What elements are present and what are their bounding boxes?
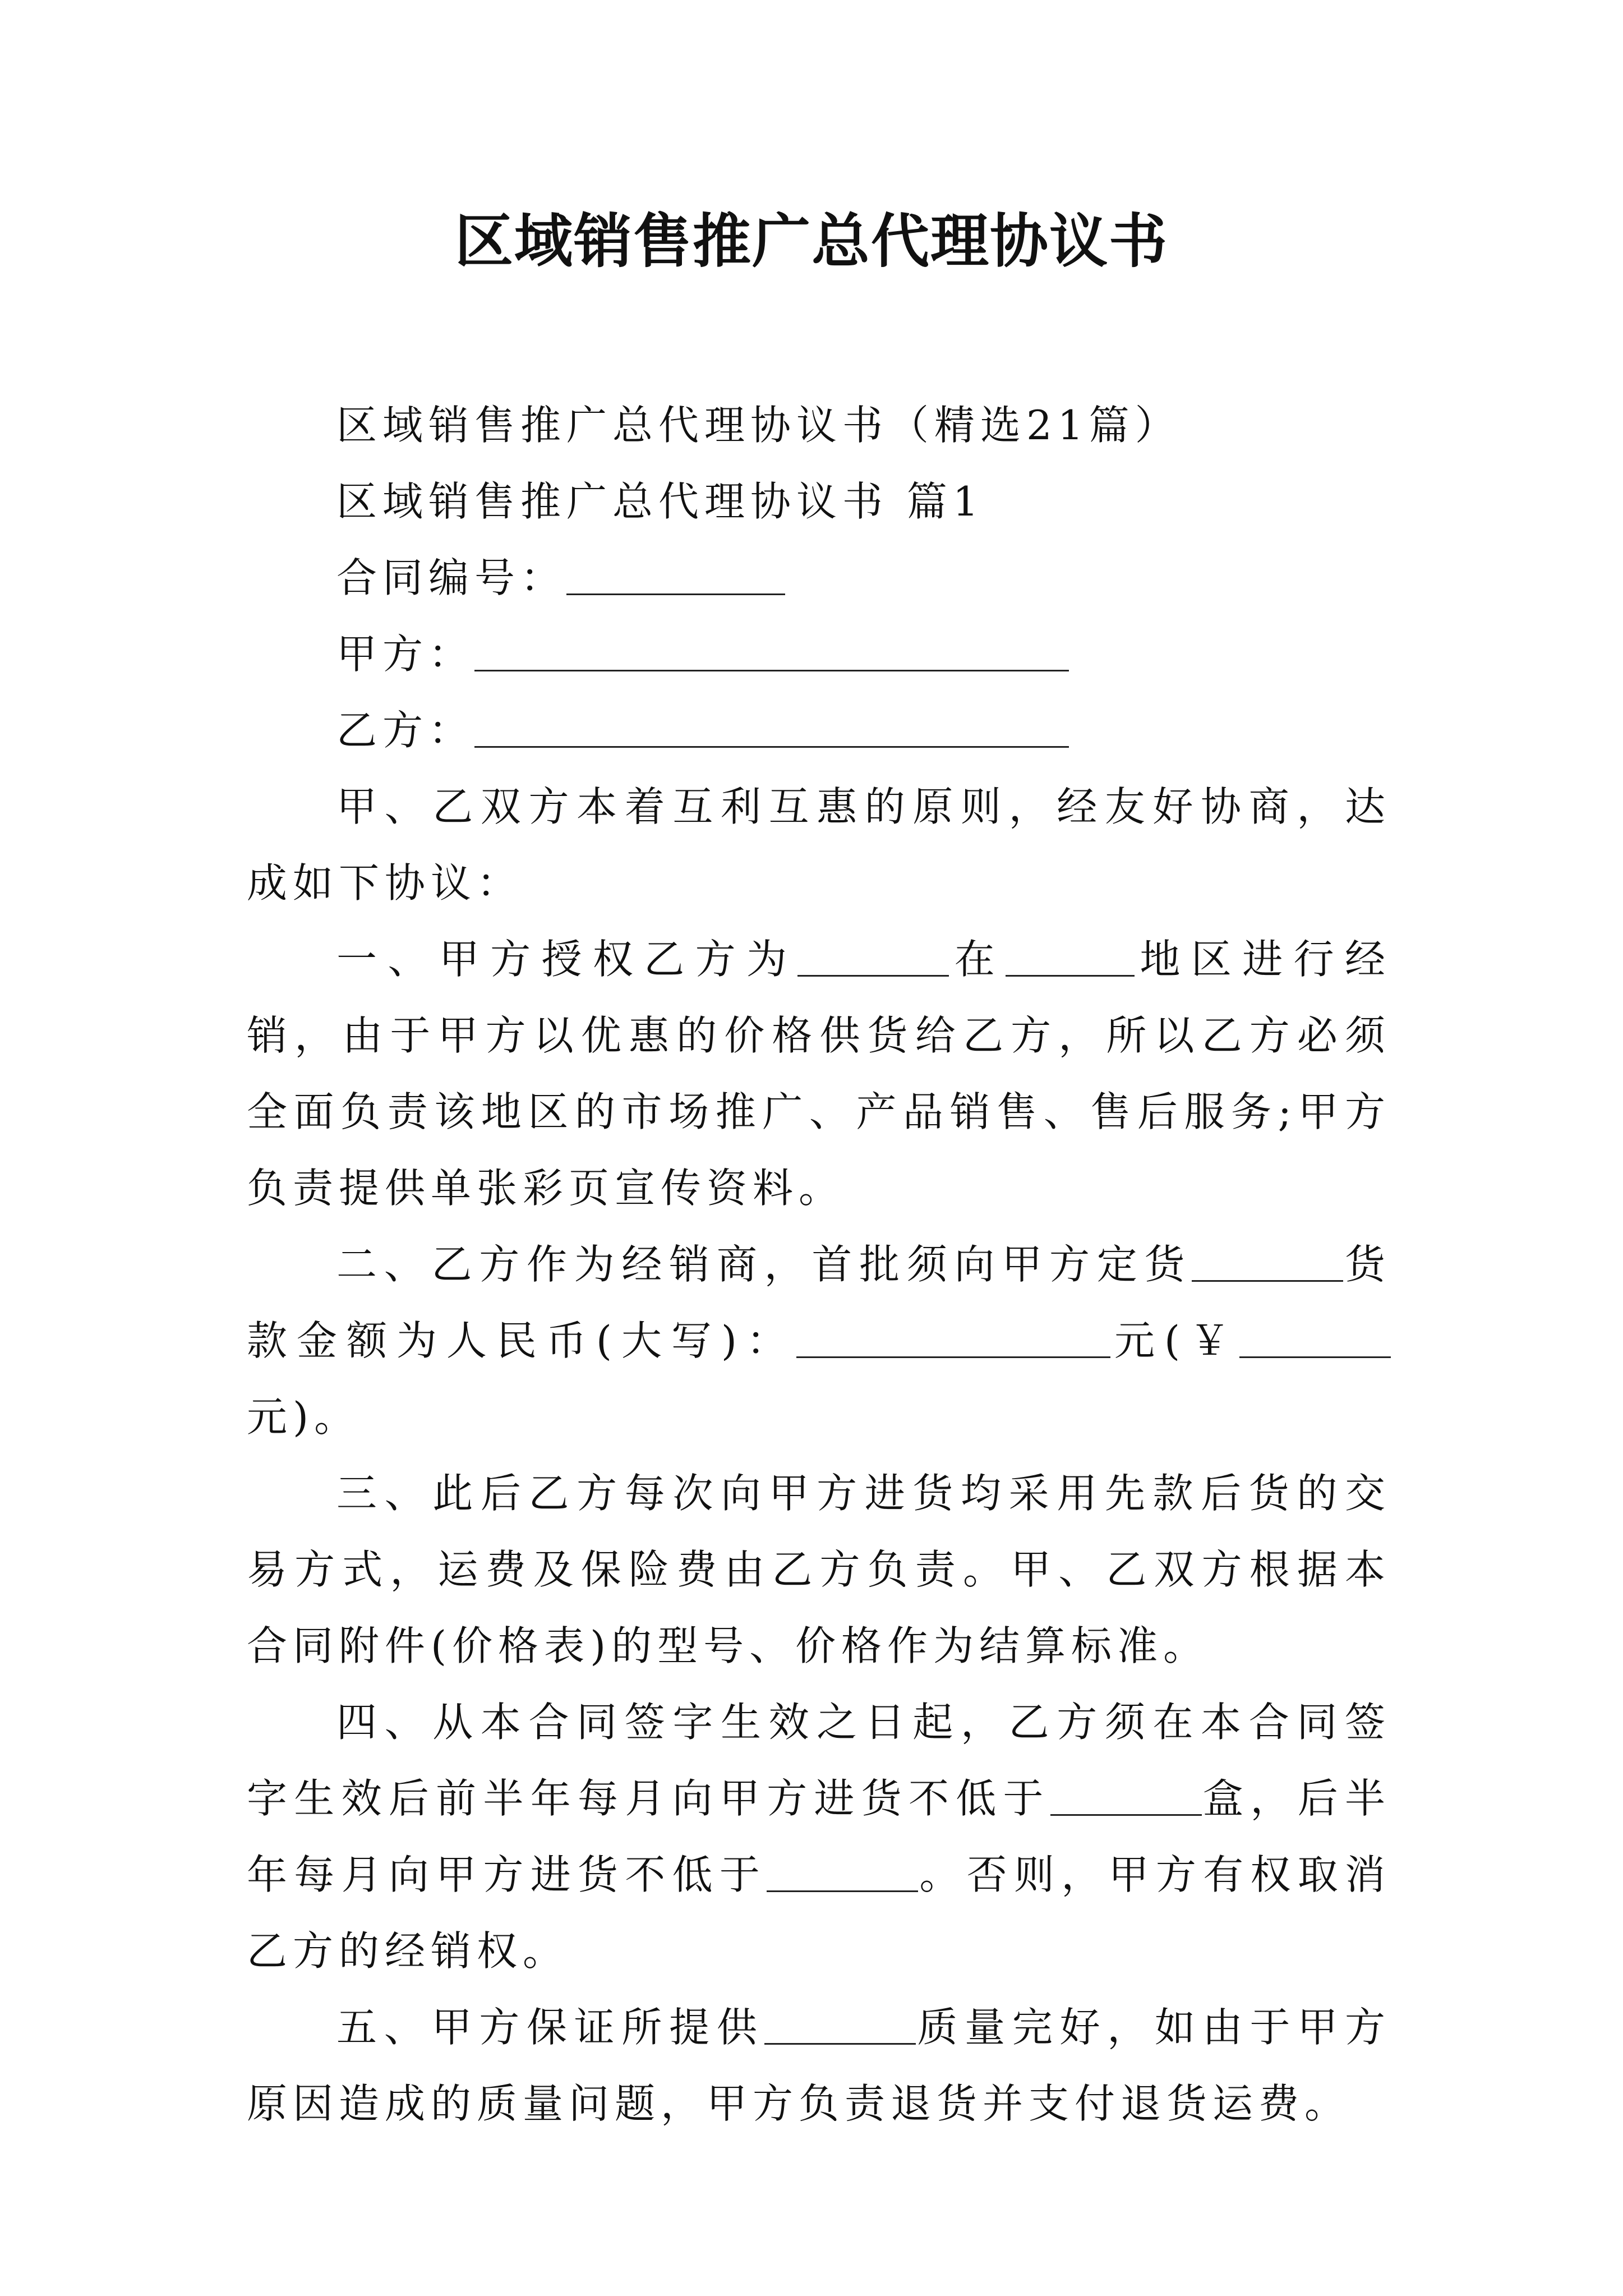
party-b-line	[247, 692, 1391, 769]
clause-2-text-c: 元(￥	[1110, 1317, 1240, 1364]
clause-2-blank-amount-digits	[1239, 1317, 1391, 1358]
clause-4-blank-second-half	[767, 1851, 918, 1892]
clause-1	[247, 921, 1391, 1226]
party-b-blank	[474, 707, 1069, 748]
document-title: 区域销售推广总代理协议书	[454, 207, 1168, 275]
clause-2	[247, 1226, 1391, 1455]
clause-5-blank-product	[764, 2004, 916, 2045]
contract-number-label: 合同编号：	[336, 554, 567, 601]
clause-2-blank-amount-words	[796, 1317, 1110, 1358]
clause-5-text-a: 五、甲方保证所提供	[336, 2004, 764, 2051]
clause-4	[247, 1684, 1391, 1989]
clause-1-blank-product	[797, 936, 949, 977]
clause-1-blank-region	[1006, 936, 1135, 977]
clause-1-text-a: 一、甲方授权乙方为	[336, 936, 798, 983]
clause-3: 三、此后乙方每次向甲方进货均采用先款后货的交易方式，运费及保险费由乙方负责。甲、乙双方根据本合同附件(价格表)的型号、价格作为结算标准。	[247, 1470, 1391, 1669]
clause-2-blank-quantity	[1192, 1241, 1343, 1282]
party-a-line	[247, 616, 1391, 692]
party-a-blank	[474, 631, 1069, 671]
clause-4-text-b: 盒，后半年每月向甲方进货不低于	[247, 1775, 1391, 1898]
clause-5	[247, 1989, 1391, 2142]
party-a-label: 甲方：	[336, 631, 475, 678]
clause-4-text-c: 。否则，甲方有权取消乙方的经销权。	[247, 1851, 1391, 1975]
clause-1-text-b: 在	[949, 936, 1006, 983]
chapter-title: 区域销售推广总代理协议书 篇1	[336, 478, 984, 525]
clause-1-text-c: 地区进行经销，由于甲方以优惠的价格供货给乙方，所以乙方必须全面负责该地区的市场推广、产品销售、售后服务;甲方负责提供单张彩页宣传资料。	[247, 936, 1391, 1212]
party-b-label: 乙方：	[336, 707, 475, 754]
clause-4-blank-first-half	[1050, 1775, 1202, 1816]
collection-title: 区域销售推广总代理协议书（精选21篇）	[336, 402, 1181, 449]
clause-2-text-b: 货款金额为人民币(大写)：	[247, 1241, 1391, 1364]
intro-paragraph: 甲、乙双方本着互利互惠的原则，经友好协商，达成如下协议：	[247, 783, 1391, 907]
document-body	[247, 387, 1391, 2142]
contract-number-blank	[566, 554, 785, 595]
clause-2-text-a: 二、乙方作为经销商，首批须向甲方定货	[336, 1241, 1192, 1288]
contract-number-line	[247, 540, 1391, 616]
clause-4-text-a: 四、从本合同签字生效之日起，乙方须在本合同签字生效后前半年每月向甲方进货不低于	[247, 1699, 1391, 1822]
clause-5-text-b: 质量完好，如由于甲方原因造成的质量问题，甲方负责退货并支付退货运费。	[247, 2004, 1391, 2127]
clause-2-text-d: 元)。	[247, 1393, 361, 1441]
